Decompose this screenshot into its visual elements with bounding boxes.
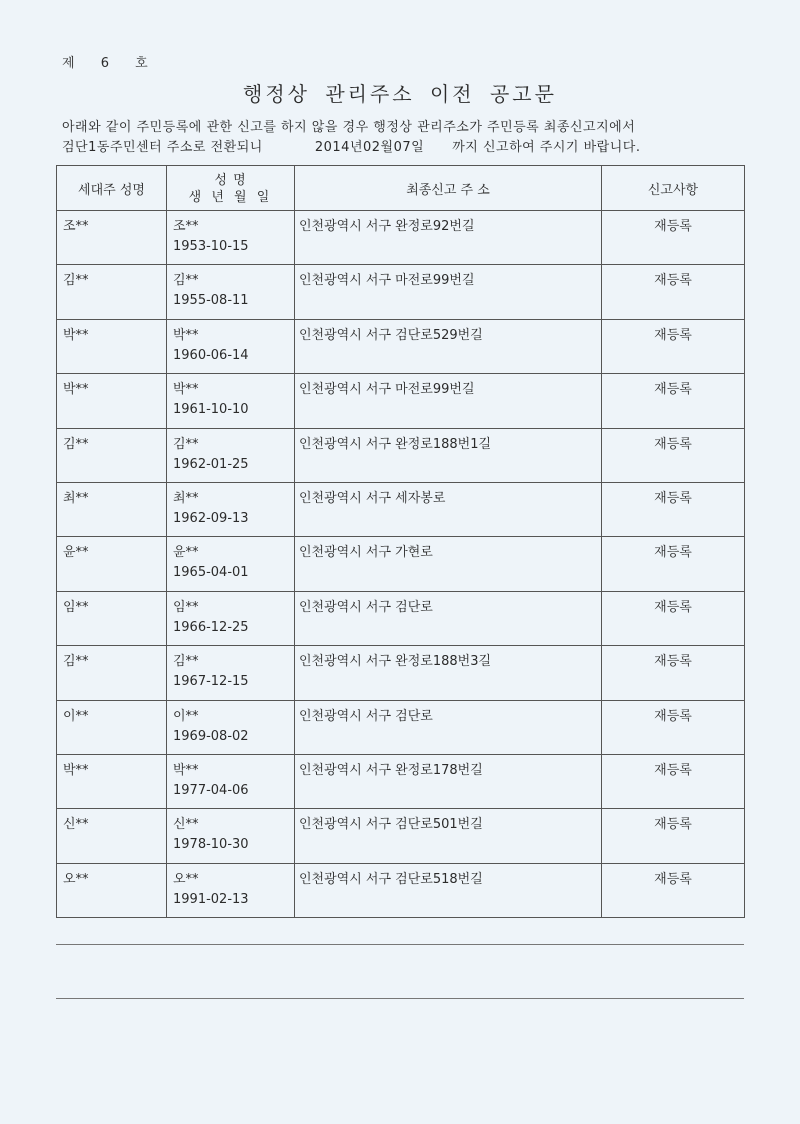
birth-date: 1966-12-25 [173,619,249,635]
birth-date: 1977-04-06 [173,782,249,798]
header-household-label: 세대주 성명 [78,182,145,198]
household-cell [57,863,167,917]
table-row [57,211,745,265]
table-row [57,700,745,754]
report-status: 재등록 [654,327,692,343]
address-cell [295,428,602,482]
birth-date: 1953-10-15 [173,239,249,254]
household-cell [57,428,167,482]
address-cell [295,700,602,754]
resident-name: 조** [173,219,199,234]
status-cell [602,863,745,917]
address-cell [295,646,602,700]
address-cell [295,537,602,591]
address-cell [295,809,602,863]
resident-name: 박** [173,382,199,398]
household-cell [57,319,167,373]
last-address: 인천광역시 서구 완정로178번길 [299,762,483,778]
address-cell [295,374,602,428]
birth-date: 1962-09-13 [173,510,249,526]
household-cell [57,754,167,808]
household-name: 김** [63,654,89,670]
table-row [57,646,745,700]
report-status: 재등록 [654,708,692,724]
birth-date: 1967-12-15 [173,674,249,690]
table-header-row [57,166,745,211]
address-cell [295,863,602,917]
report-status: 재등록 [654,599,692,615]
address-cell [295,211,602,265]
name-birth-cell [167,537,295,591]
resident-name: 오** [173,871,199,887]
report-status: 재등록 [654,871,692,887]
table-row [57,265,745,319]
household-name: 임** [63,599,89,615]
last-address: 인천광역시 서구 검단로 [299,708,433,724]
table-row [57,482,745,536]
household-name: 박** [63,327,89,343]
household-name: 박** [63,382,89,398]
report-status: 재등록 [654,654,692,670]
household-name: 신** [63,817,89,833]
household-cell [57,374,167,428]
birth-date: 1960-06-14 [173,347,249,363]
resident-name: 임** [173,599,199,615]
header-report [602,166,745,211]
last-address: 인천광역시 서구 검단로 [299,599,433,615]
intro-line-2 [62,138,752,158]
name-birth-cell [167,319,295,373]
household-cell [57,700,167,754]
header-report-label: 신고사항 [647,182,699,198]
intro-line-1: 아래와 같이 주민등록에 관한 신고를 하지 않을 경우 행정상 관리주소가 주민등록 최종신고지에서 [62,120,636,135]
household-name: 오** [63,871,89,887]
resident-name: 이** [173,708,199,724]
report-status: 재등록 [654,762,692,778]
status-cell [602,646,745,700]
name-birth-cell [167,809,295,863]
household-cell [57,646,167,700]
address-cell [295,482,602,536]
last-address: 인천광역시 서구 마전로99번길 [299,273,475,289]
name-birth-cell [167,482,295,536]
address-cell [295,591,602,645]
birth-date: 1965-04-01 [173,565,249,581]
header-birth-label: 생 년 월 일 [188,190,273,205]
birth-date: 1969-08-02 [173,728,249,744]
blank-line-2 [56,998,744,999]
resident-name: 최** [173,490,199,506]
resident-name: 박** [173,762,199,778]
last-address: 인천광역시 서구 검단로501번길 [299,817,483,833]
report-status: 재등록 [654,436,692,452]
status-cell [602,374,745,428]
table-row [57,374,745,428]
name-birth-cell [167,863,295,917]
deadline-date: 2014년02월07일 [314,140,425,155]
table-row [57,319,745,373]
household-cell [57,482,167,536]
resident-name: 박** [173,327,199,343]
status-cell [602,265,745,319]
name-birth-cell [167,591,295,645]
household-name: 조** [63,219,89,234]
birth-date: 1961-10-10 [173,402,249,418]
table-row [57,754,745,808]
household-cell [57,591,167,645]
resident-name: 김** [173,654,199,670]
intro-line-2-suffix: 까지 신고하여 주시기 바랍니다. [452,140,641,155]
address-cell [295,319,602,373]
name-birth-cell [167,428,295,482]
status-cell [602,809,745,863]
status-cell [602,537,745,591]
document-number: 제 6 호 [62,56,150,71]
household-cell [57,211,167,265]
status-cell [602,211,745,265]
last-address: 인천광역시 서구 가현로 [299,545,433,561]
status-cell [602,754,745,808]
birth-date: 1962-01-25 [173,456,249,472]
last-address: 인천광역시 서구 완정로188번1길 [299,436,492,452]
household-name: 윤** [63,545,89,561]
name-birth-cell [167,374,295,428]
status-cell [602,428,745,482]
household-name: 박** [63,762,89,778]
header-name-birth [167,166,295,211]
table-row [57,537,745,591]
household-name: 김** [63,436,89,452]
table-row [57,809,745,863]
last-address: 인천광역시 서구 검단로518번길 [299,871,483,887]
report-status: 재등록 [654,382,692,398]
status-cell [602,319,745,373]
status-cell [602,591,745,645]
last-address: 인천광역시 서구 완정로188번3길 [299,654,492,670]
table-row [57,591,745,645]
name-birth-cell [167,646,295,700]
resident-name: 김** [173,436,199,452]
household-cell [57,537,167,591]
name-birth-cell [167,211,295,265]
last-address: 인천광역시 서구 완정로92번길 [299,219,475,234]
household-name: 김** [63,273,89,289]
header-household [57,166,167,211]
report-status: 재등록 [654,817,692,833]
birth-date: 1991-02-13 [173,891,249,907]
last-address: 인천광역시 서구 세자봉로 [299,490,446,506]
last-address: 인천광역시 서구 마전로99번길 [299,382,475,398]
birth-date: 1978-10-30 [173,837,249,853]
page-title: 행정상 관리주소 이전 공고문 [243,82,557,106]
birth-date: 1955-08-11 [173,293,249,309]
roster-body [57,211,745,918]
address-cell [295,754,602,808]
report-status: 재등록 [654,490,692,506]
header-address-label: 최종신고 주 소 [406,182,490,198]
intro-line-2-prefix: 검단1동주민센터 주소로 전환되니 [62,140,263,155]
roster-table [56,165,745,918]
table-row [57,428,745,482]
name-birth-cell [167,754,295,808]
header-address [295,166,602,211]
report-status: 재등록 [654,219,692,234]
household-name: 최** [63,490,89,506]
blank-line-1 [56,944,744,945]
household-cell [57,265,167,319]
report-status: 재등록 [654,545,692,561]
report-status: 재등록 [654,273,692,289]
household-cell [57,809,167,863]
resident-name: 윤** [173,545,199,561]
header-name-label: 성 명 [214,173,247,188]
name-birth-cell [167,265,295,319]
status-cell [602,482,745,536]
household-name: 이** [63,708,89,724]
status-cell [602,700,745,754]
table-row [57,863,745,917]
resident-name: 신** [173,817,199,833]
intro-text [62,118,752,158]
last-address: 인천광역시 서구 검단로529번길 [299,327,483,343]
address-cell [295,265,602,319]
name-birth-cell [167,700,295,754]
resident-name: 김** [173,273,199,289]
